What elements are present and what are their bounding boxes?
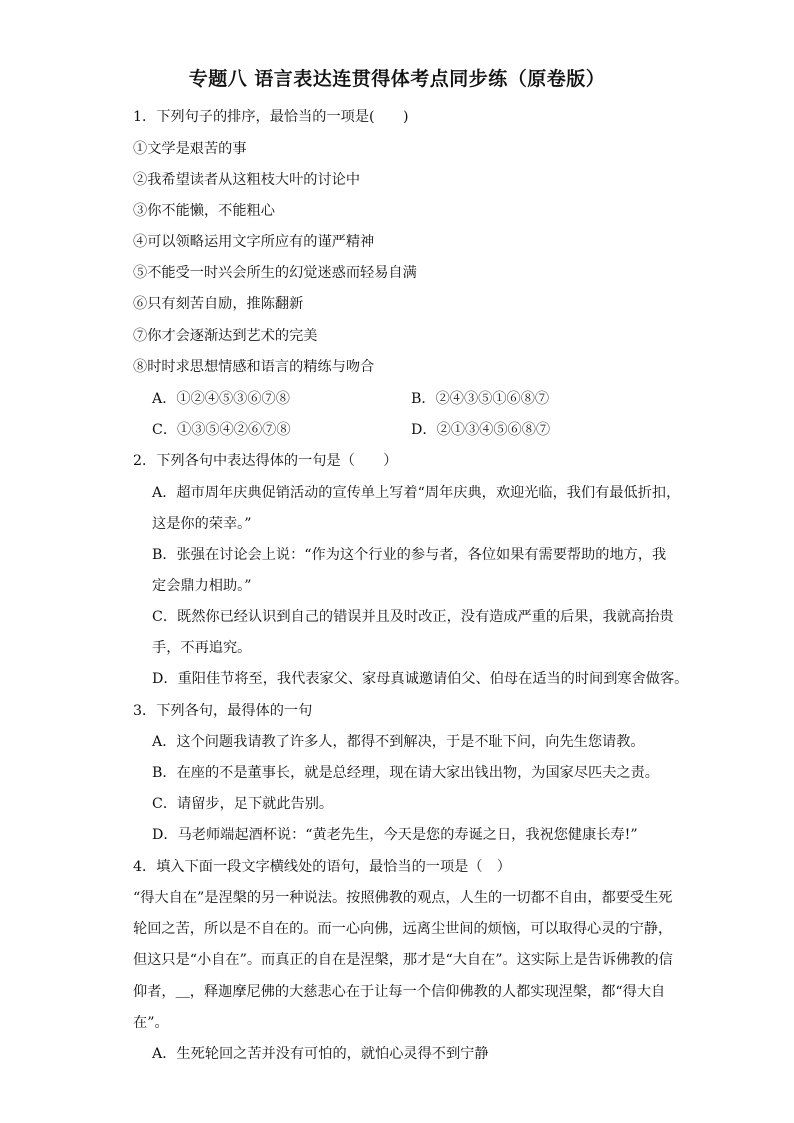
q1-option-c[interactable]: C．①③⑤④②⑥⑦⑧ — [152, 422, 291, 438]
q4-passage-line-5: 在”。 — [133, 1015, 169, 1031]
q1-item-5: ⑤不能受一时兴会所生的幻觉迷惑而轻易自满 — [133, 265, 417, 281]
page-title: 专题八 语言表达连贯得体考点同步练（原卷版） — [188, 68, 606, 90]
q4-option-a[interactable]: A．生死轮回之苦并没有可怕的，就怕心灵得不到宁静 — [152, 1046, 489, 1062]
q3-option-b[interactable]: B．在座的不是董事长，就是总经理，现在请大家出钱出物，为国家尽匹夫之责。 — [152, 765, 659, 781]
q2-option-c-cont: 手，不再追究。 — [152, 640, 252, 656]
q2-stem: 2．下列各句中表达得体的一句是（ ） — [133, 453, 398, 469]
q4-passage-line-1: “得大自在”是涅槃的另一种说法。按照佛教的观点，人生的一切都不自由，都要受生死 — [133, 890, 673, 906]
q3-option-a[interactable]: A．这个问题我请教了许多人，都得不到解决，于是不耻下问，向先生您请教。 — [152, 734, 645, 750]
q4-stem: 4．填入下面一段文字横线处的语句，最恰当的一项是（ ） — [133, 859, 511, 875]
q1-item-6: ⑥只有刻苦自励，推陈翻新 — [133, 296, 304, 312]
q1-option-b[interactable]: B．②④③⑤①⑥⑧⑦ — [411, 391, 550, 407]
q2-option-b[interactable]: B．张强在讨论会上说：“作为这个行业的参与者，各位如果有需要帮助的地方，我 — [152, 547, 667, 563]
q1-item-4: ④可以领略运用文字所应有的谨严精神 — [133, 234, 375, 250]
q2-option-c[interactable]: C．既然你已经认识到自己的错误并且及时改正，没有造成严重的后果，我就高抬贵 — [152, 609, 674, 625]
q1-item-3: ③你不能懒，不能粗心 — [133, 203, 275, 219]
q3-stem: 3．下列各句，最得体的一句 — [133, 703, 313, 719]
q4-passage-line-2: 轮回之苦，所以是不自在的。而一心向佛，远离尘世间的烦恼，可以取得心灵的宁静， — [133, 921, 673, 937]
q1-item-8: ⑧时时求思想情感和语言的精练与吻合 — [133, 359, 375, 375]
q2-option-a[interactable]: A．超市周年庆典促销活动的宣传单上写着“周年庆典，欢迎光临，我们有最低折扣， — [152, 485, 681, 501]
q4-passage-line-4: 仰者，＿，释迦摩尼佛的大慈悲心在于让每一个信仰佛教的人都实现涅槃，都“得大自 — [133, 984, 666, 1000]
q1-option-a[interactable]: A．①②④⑤③⑥⑦⑧ — [152, 391, 290, 407]
q2-option-d[interactable]: D．重阳佳节将至，我代表家父、家母真诚邀请伯父、伯母在适当的时间到寒舍做客。 — [152, 671, 689, 687]
q1-item-7: ⑦你才会逐渐达到艺术的完美 — [133, 328, 318, 344]
q4-passage-line-3: 但这只是“小自在”。而真正的自在是涅槃，那才是“大自在”。这实际上是告诉佛教的信 — [133, 952, 673, 968]
q3-option-d[interactable]: D．马老师端起酒杯说：“黄老先生，今天是您的寿诞之日，我祝您健康长寿!” — [152, 827, 638, 843]
q1-item-1: ①文学是艰苦的事 — [133, 141, 247, 157]
q2-option-a-cont: 这是你的荣幸。” — [152, 516, 252, 532]
q2-option-b-cont: 定会鼎力相助。” — [152, 578, 252, 594]
q1-option-d[interactable]: D．②①③④⑤⑥⑧⑦ — [411, 422, 551, 438]
q3-option-c[interactable]: C．请留步，足下就此告别。 — [152, 796, 334, 812]
q1-item-2: ②我希望读者从这粗枝大叶的讨论中 — [133, 172, 361, 188]
q1-stem: 1．下列句子的排序，最恰当的一项是( ) — [133, 109, 409, 125]
